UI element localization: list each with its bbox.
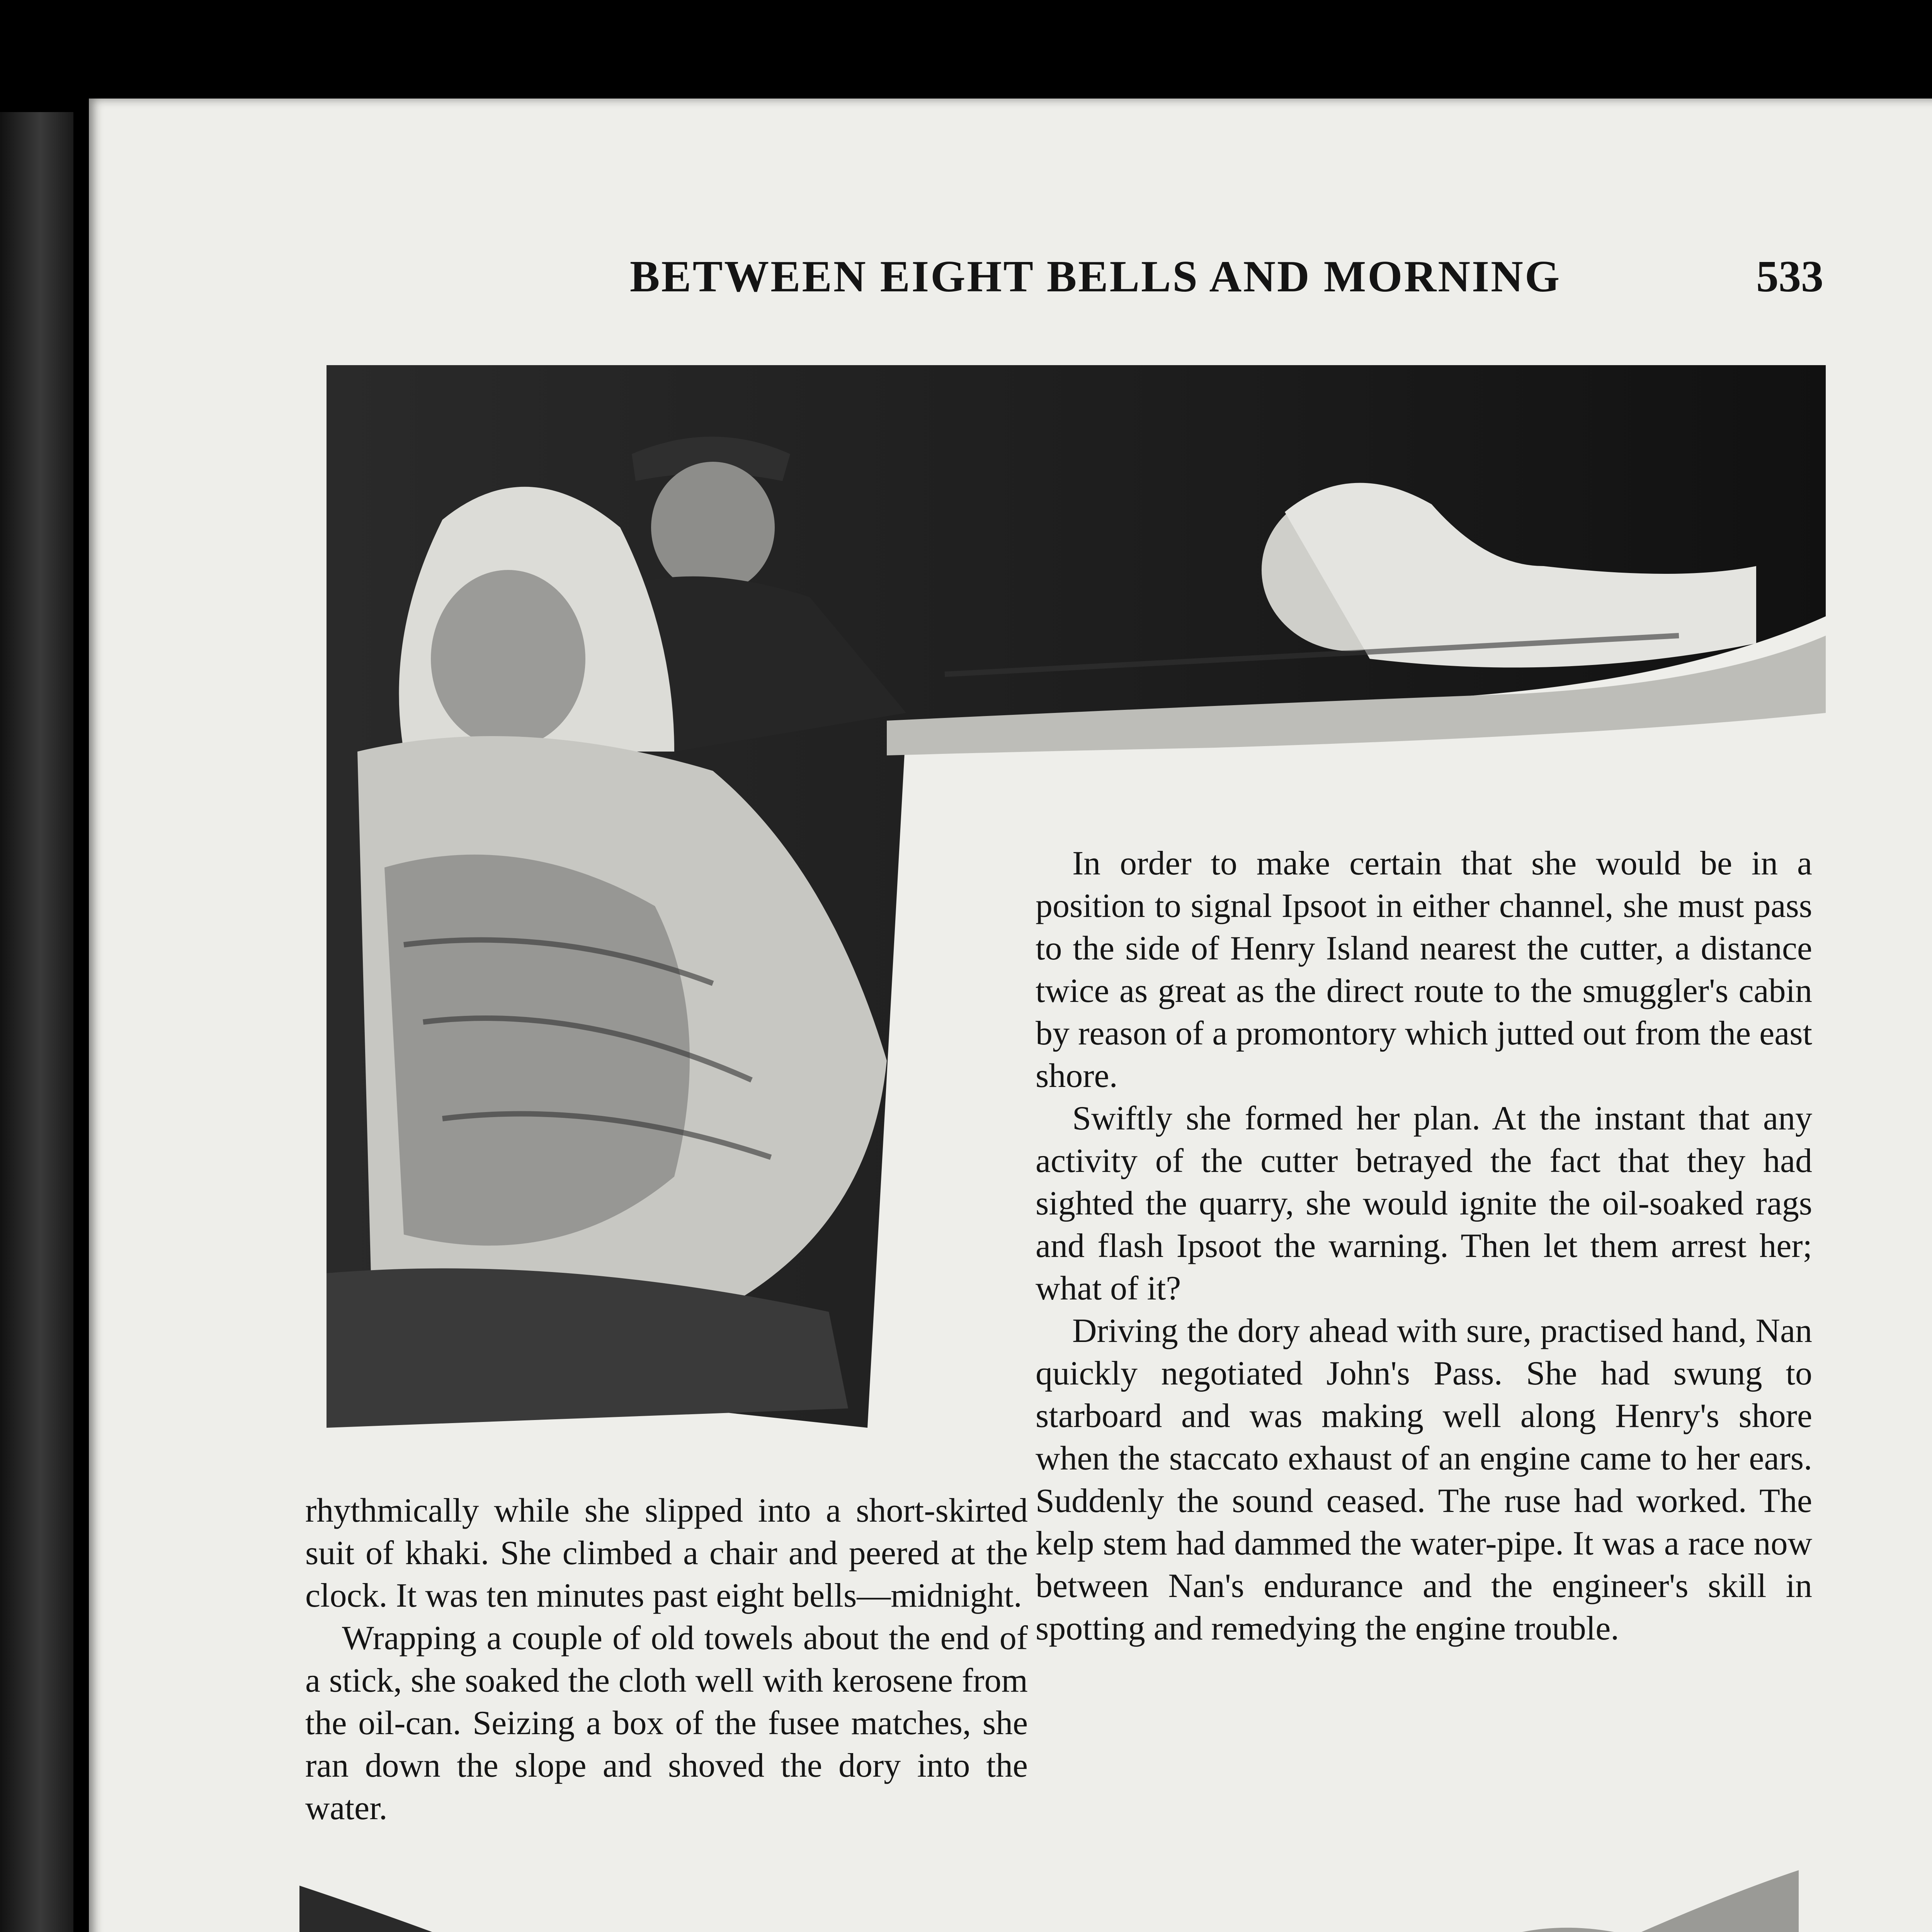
page-number: 533: [1756, 252, 1823, 301]
paragraph: Driving the dory ahead with sure, practised hand, Nan quickly negotiated John's Pass. She had swung to starboard and was making well along Henry's shore when the staccato exhaust of an engine came to her ears. Suddenly the sound ceased. The ruse had worked. The kelp stem had dammed the water-pipe. It was a race now between Nan's endurance and the engineer's skill in spotting and remedying the engine trouble.: [1036, 1312, 1812, 1647]
facing-page-edge: [0, 112, 73, 1932]
paragraph: In order to make certain that she would be in a position to signal Ipsoot in either channel, she must pass to the side of Henry Island nearest the cutter, a distance twice as great as the direct route to the smuggler's cabin by reason of a promontory which jutted out from the east shore.: [1036, 845, 1812, 1095]
left-text-column: [305, 1490, 1028, 1830]
right-text-column: [1036, 842, 1812, 1650]
coastal-cliffs-illustration: [299, 1855, 1799, 1932]
coastal-cliffs-icon: [299, 1855, 1799, 1932]
running-head: BETWEEN EIGHT BELLS AND MORNING: [630, 252, 1561, 301]
paragraph: Wrapping a couple of old towels about the end of a stick, she soaked the cloth well with kerosene from the oil-can. Seizing a box of the fusee matches, she ran down the slope and shoved the dory into the water.: [305, 1619, 1028, 1827]
paragraph: Swiftly she formed her plan. At the instant that any activity of the cutter betrayed the fact that they had sighted the quarry, she would ignite the oil-soaked rags and flash Ipsoot the warning. Then let them arrest her; what of it?: [1036, 1100, 1812, 1307]
paragraph: rhythmically while she slipped into a short-skirted suit of khaki. She climbed a chair and peered at the clock. It was ten minutes past eight bells—midnight.: [305, 1492, 1028, 1614]
